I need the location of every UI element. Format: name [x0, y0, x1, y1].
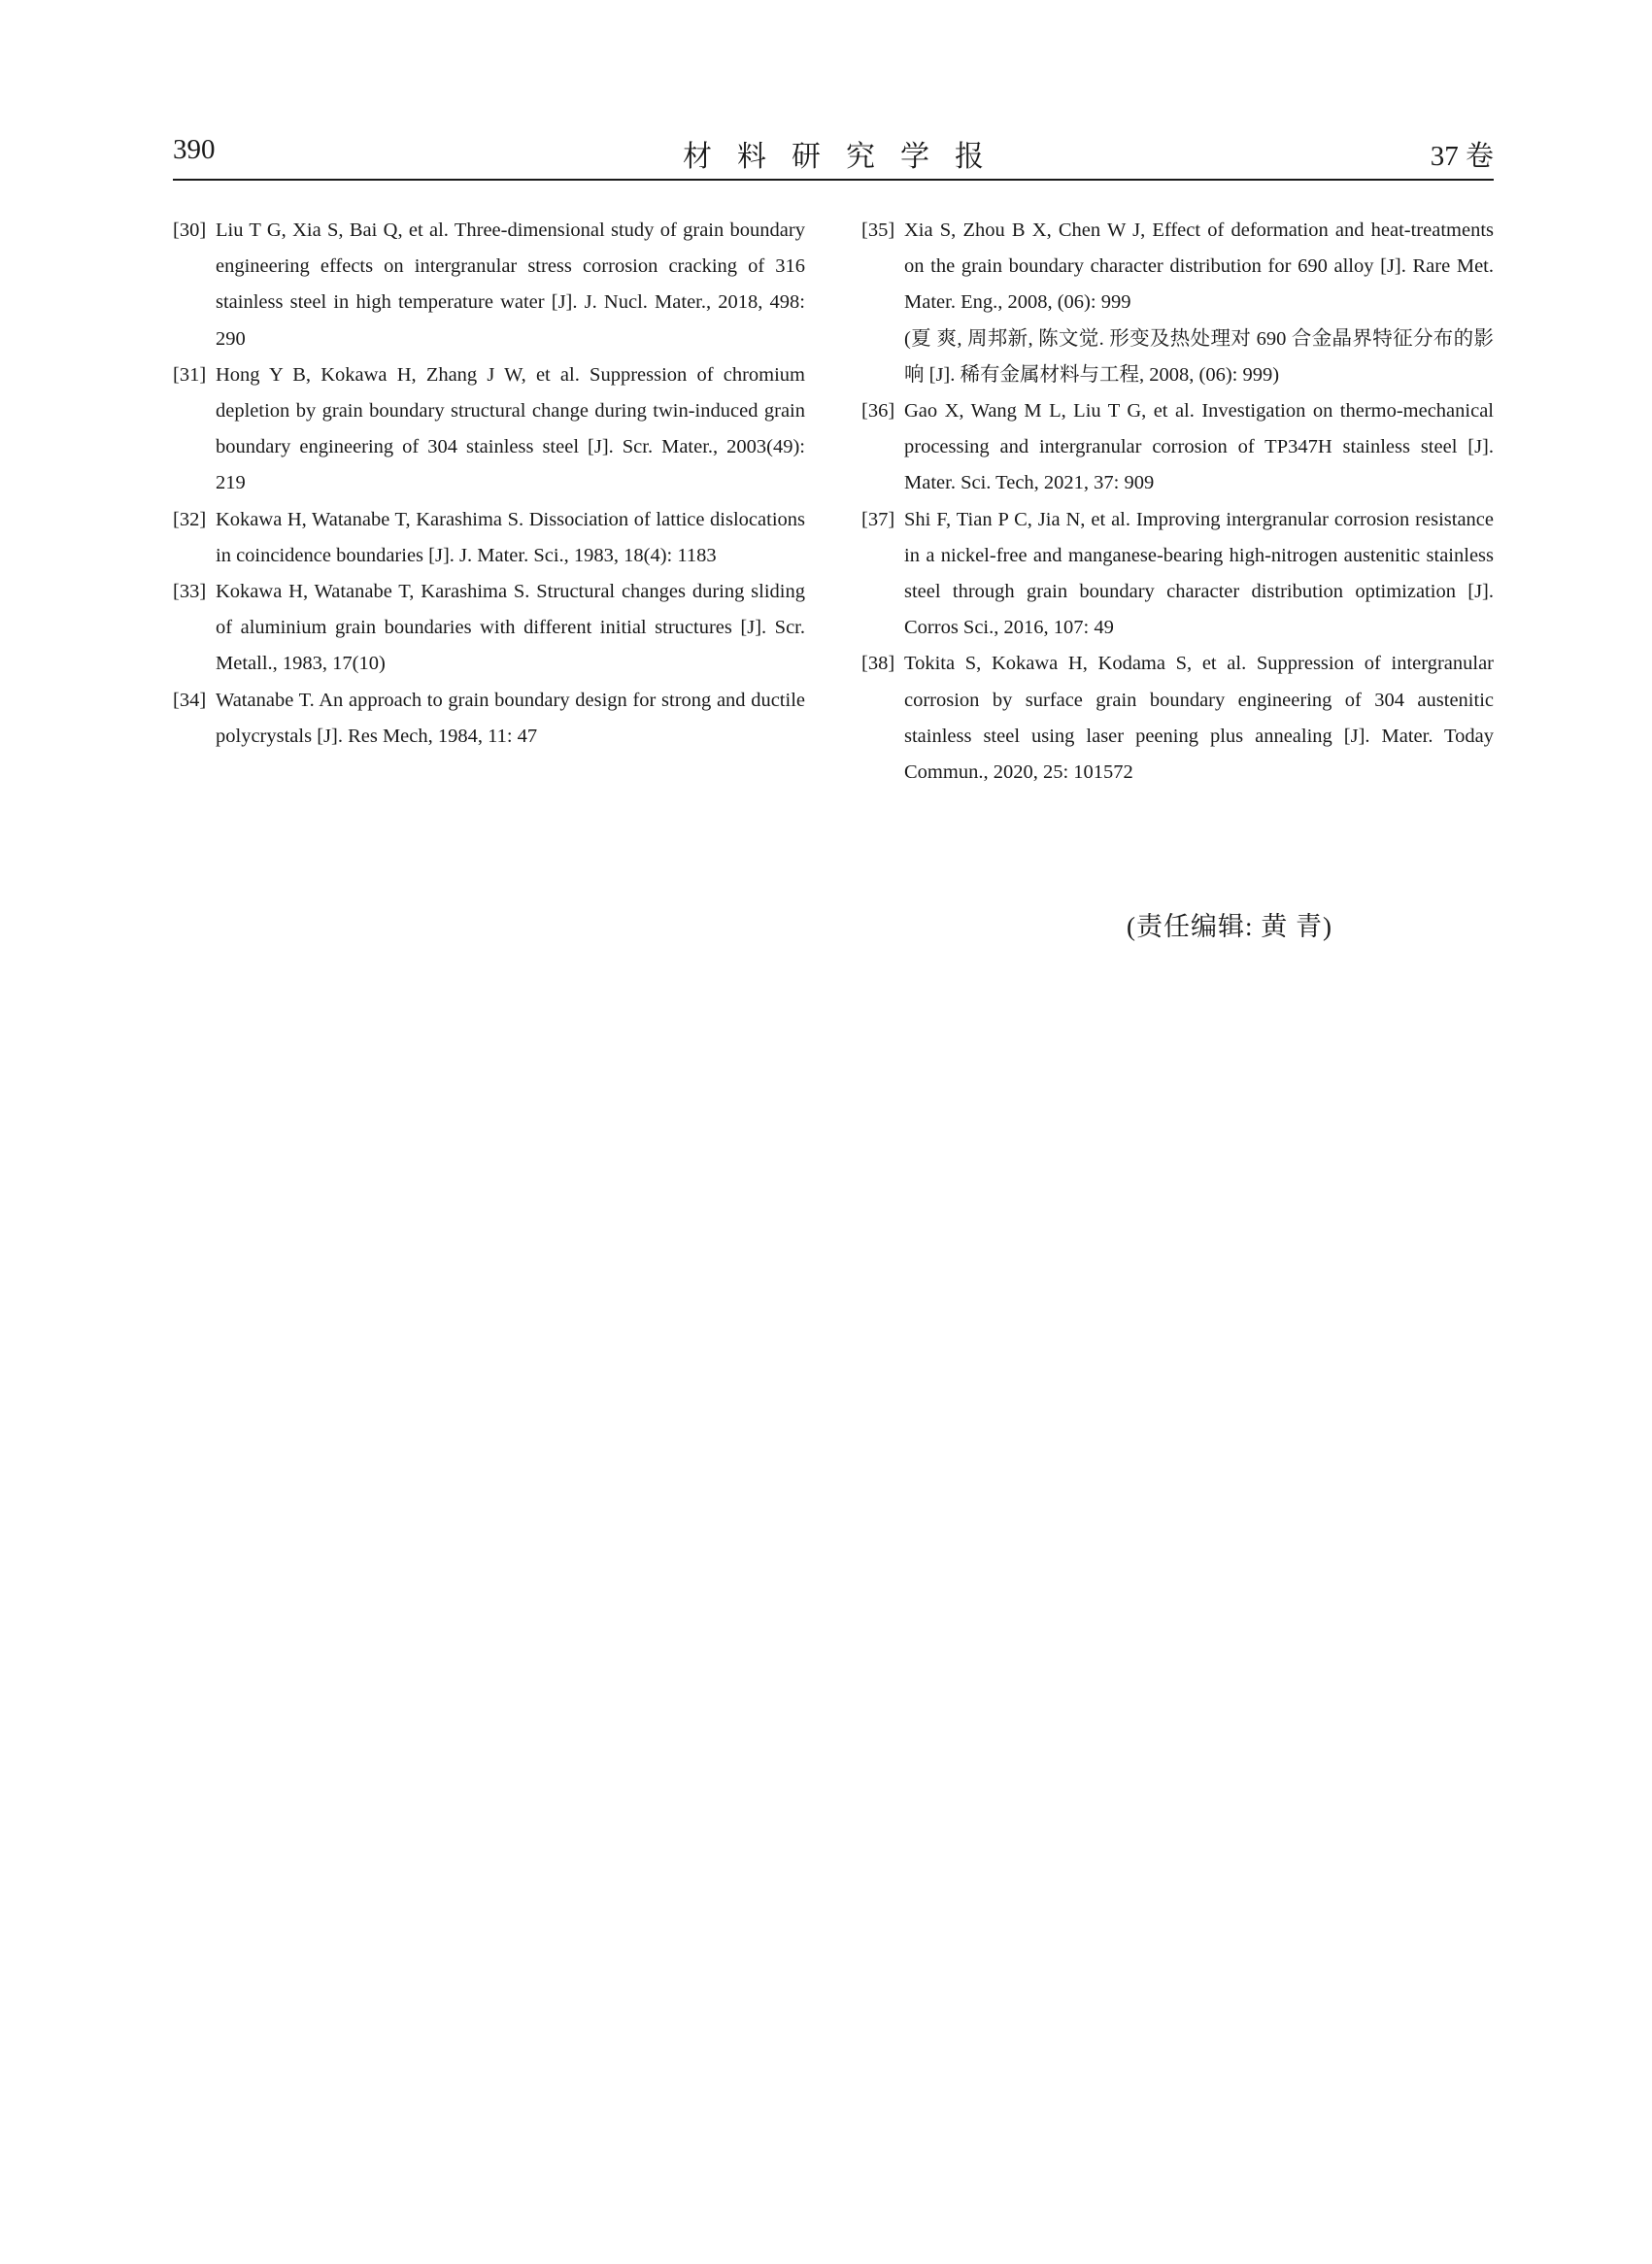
reference-text: Gao X, Wang M L, Liu T G, et al. Investigation on thermo-mechanical processing and intergranular corrosion of TP347H stainless steel [J]. Mater. Sci. Tech, 2021, 37: 909: [904, 400, 1494, 494]
reference-number: [31]: [173, 363, 207, 386]
reference-number: [32]: [173, 508, 207, 530]
reference-number: [30]: [173, 220, 207, 241]
reference-number: [34]: [173, 689, 207, 711]
reference-number: [33]: [173, 581, 207, 603]
reference-number: [38]: [861, 653, 895, 675]
reference-text: Shi F, Tian P C, Jia N, et al. Improving intergranular corrosion resistance in a nickel-free and manganese-bearing high-nitrogen austenitic stainless steel through grain boundary character distribution optimization [J]. Corros Sci., 2016, 107: 49: [904, 508, 1494, 639]
reference-item: [861, 213, 1494, 393]
reference-text-chinese: (夏 爽, 周邦新, 陈文觉. 形变及热处理对 690 合金晶界特征分布的影响 [J]. 稀有金属材料与工程, 2008, (06): 999): [904, 327, 1494, 386]
reference-text: Xia S, Zhou B X, Chen W J, Effect of deformation and heat-treatments on the grain boundary character distribution for 690 alloy [J]. Rare Met. Mater. Eng., 2008, (06): 999: [904, 220, 1494, 314]
reference-item: [173, 213, 805, 357]
running-header: [173, 128, 1494, 181]
reference-item: [861, 502, 1494, 647]
reference-text: Tokita S, Kokawa H, Kodama S, et al. Suppression of intergranular corrosion by surface grain boundary engineering of 304 austenitic stainless steel using laser peening plus annealing [J]. Mater. Today Commun., 2020, 25: 101572: [904, 653, 1494, 784]
reference-item: [173, 683, 805, 755]
reference-text: Watanabe T. An approach to grain boundary design for strong and ductile polycrystals [J]. Res Mech, 1984, 11: 47: [216, 689, 805, 747]
reference-item: [173, 502, 805, 574]
reference-item: [173, 357, 805, 502]
editor-note: (责任编辑: 黄 青): [1127, 912, 1332, 941]
reference-item: [173, 574, 805, 683]
reference-column-left: [173, 213, 805, 755]
reference-column-right: [861, 213, 1494, 791]
reference-number: [35]: [861, 220, 895, 241]
reference-number: [36]: [861, 400, 895, 422]
reference-text: Hong Y B, Kokawa H, Zhang J W, et al. Suppression of chromium depletion by grain boundary structural change during twin-induced grain boundary engineering of 304 stainless steel [J]. Scr. Mater., 2003(49): 219: [216, 363, 805, 494]
reference-number: [37]: [861, 508, 895, 530]
journal-title: 材料研究学报: [683, 141, 1009, 173]
reference-item: [861, 393, 1494, 502]
volume-label: 37 卷: [1430, 141, 1494, 172]
reference-text: Kokawa H, Watanabe T, Karashima S. Structural changes during sliding of aluminium grain boundaries with different initial structures [J]. Scr. Metall., 1983, 17(10): [216, 581, 805, 675]
reference-text: Kokawa H, Watanabe T, Karashima S. Dissociation of lattice dislocations in coincidence boundaries [J]. J. Mater. Sci., 1983, 18(4): 1183: [216, 508, 805, 566]
page-number: 390: [173, 134, 216, 165]
reference-item: [861, 646, 1494, 791]
reference-text: Liu T G, Xia S, Bai Q, et al. Three-dimensional study of grain boundary engineering effects on intergranular stress corrosion cracking of 316 stainless steel in high temperature water [J]. J. Nucl. Mater., 2018, 498: 290: [216, 220, 805, 350]
